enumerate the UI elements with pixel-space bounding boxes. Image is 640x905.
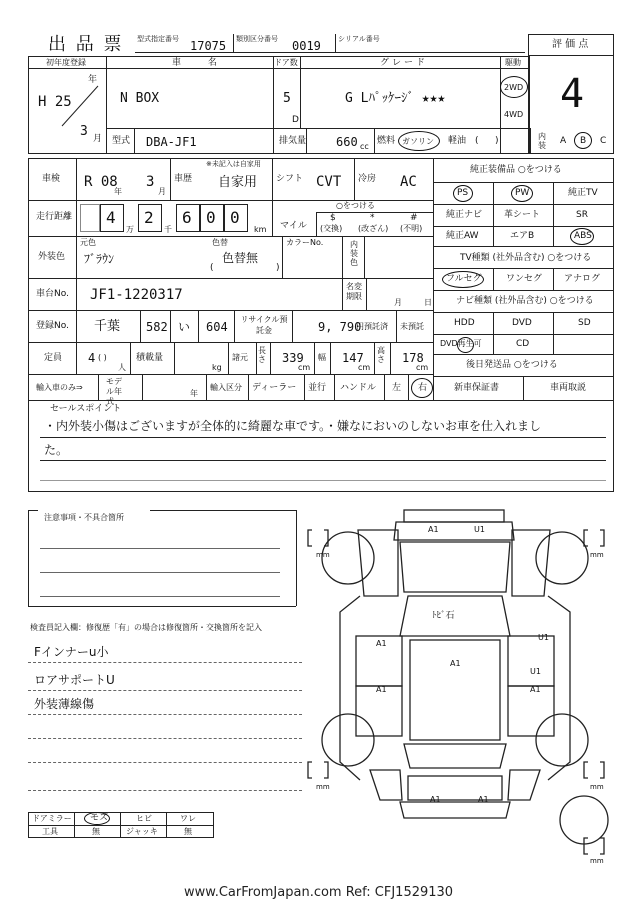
interior-a: A [560, 136, 567, 146]
class-no-label: 類別区分番号 [236, 35, 278, 43]
mileage-digit-1: 4 [106, 208, 116, 227]
mileage-digit-5: 0 [230, 208, 240, 227]
interior-c: C [600, 136, 607, 146]
reg-label: 登録No. [36, 321, 69, 331]
mark-rear-bumper-1: A1 [430, 795, 441, 804]
navi-cd: CD [516, 339, 530, 349]
car-damage-diagram [300, 500, 620, 870]
height-label: 高さ [377, 346, 385, 364]
equip-sr: SR [576, 210, 588, 220]
month-unit: 月 [93, 134, 103, 144]
meter-hash: # [410, 213, 418, 223]
recycle-value: 9, 790 [318, 320, 362, 334]
inspection-year-unit: 年 [114, 187, 122, 196]
tv-fullseg-circle [442, 271, 484, 288]
meter-exchange: (交換) [320, 224, 343, 233]
fuel-gas-circle [398, 131, 440, 151]
model-label: 型式 [112, 136, 131, 146]
jack-label: ジャッキ [126, 827, 158, 836]
grade-label: グレード [380, 58, 429, 68]
navi-sd: SD [578, 318, 591, 328]
fuel-paren-close: ) [495, 136, 499, 146]
navi-dvd: DVD [512, 318, 532, 328]
interior-b: B [580, 136, 587, 146]
meter-altered: (改ざん) [358, 224, 389, 233]
equip-abs-circle [570, 228, 594, 245]
equip-aw: 純正AW [446, 231, 479, 241]
sheet-title: 出 品 票 [48, 34, 124, 55]
note-line-1: Fインナーu小 [34, 645, 109, 659]
doors-sub: D [292, 115, 299, 125]
class-no: 0019 [292, 39, 321, 53]
inspection-label: 車検 [42, 174, 61, 184]
mirror-crack: ヒビ [136, 814, 152, 823]
mileage-label: 走行距離 [36, 212, 73, 222]
chassis-value: JF1-1220317 [90, 287, 183, 303]
equip-ps: PS [457, 188, 469, 198]
height-unit: cm [416, 363, 429, 372]
length-value: 339 [282, 351, 304, 365]
displacement-value: 660 [336, 135, 358, 149]
navi-title: ナビ種類 (社外品含む) ○をつける [456, 296, 594, 306]
mark-rear-bumper-2: A1 [478, 795, 489, 804]
note-line-2: ロアサポートU [34, 673, 115, 687]
note-line-3: 外装薄線傷 [34, 697, 95, 711]
serial-label: シリアル番号 [338, 35, 380, 43]
history-note: ※未記入は自家用 [206, 160, 261, 168]
ac-label: 冷房 [358, 174, 377, 184]
fuel-diesel: 軽油 [448, 136, 467, 146]
mark-left-rear-door: A1 [376, 685, 387, 694]
year-unit: 年 [88, 75, 98, 85]
parallel-option: 並行 [308, 383, 327, 393]
tv-title: TV種類 (社外品含む) ○をつける [460, 253, 592, 263]
meter-star: * [370, 213, 375, 223]
score-label: 評 価 点 [552, 39, 589, 50]
handle-left: 左 [392, 383, 402, 393]
sales-line-1: ・内外装小傷はございますが全体的に綺麗な車です。・嫌なにおいのしないお車を仕入れまし [44, 419, 542, 433]
equip-airbag: エアB [510, 231, 535, 241]
mark-right-rear-door-u: U1 [530, 667, 541, 676]
capacity-paren: ( ) [98, 353, 107, 362]
length-label: 長さ [258, 346, 266, 364]
original-color-label: 元色 [80, 238, 96, 247]
watermark: www.CarFromJapan.com Ref: CFJ1529130 [184, 885, 454, 900]
capacity-unit: 人 [118, 363, 126, 372]
interior-label: 内装 [538, 132, 546, 150]
inspection-month-unit: 月 [158, 187, 166, 196]
height-value: 178 [402, 351, 424, 365]
meter-unknown: (不明) [400, 224, 423, 233]
equip-ps-circle [453, 185, 473, 202]
width-unit: cm [358, 363, 371, 372]
doors-value: 5 [283, 91, 291, 106]
mark-front-bumper: A1 [428, 525, 439, 534]
mile-label: マイル [280, 221, 307, 231]
import-label: 輸入車のみ⇒ [36, 383, 83, 392]
remaining-month: 月 [394, 298, 402, 307]
equip-pw-circle [511, 185, 533, 202]
meter-dollar: $ [330, 213, 336, 223]
length-unit: cm [298, 363, 311, 372]
color-label: 外装色 [38, 252, 66, 262]
remaining-day: 日 [424, 298, 432, 307]
displacement-label: 排気量 [279, 136, 307, 146]
capacity-label: 定員 [44, 353, 63, 363]
meter-circle-note: ○をつける [336, 201, 375, 210]
repaint-paren-close: ) [276, 263, 280, 273]
width-value: 147 [342, 351, 364, 365]
mm-front-right: mm [590, 551, 604, 559]
score-value: 4 [560, 71, 585, 117]
sales-label: セールスポイント [50, 404, 122, 414]
car-name-label: 車 名 [172, 58, 229, 68]
fuel-paren-open: ( [475, 136, 479, 146]
shift-value: CVT [316, 174, 342, 190]
man-unit: 万 [126, 225, 134, 234]
type-no-label: 型式指定番号 [137, 35, 179, 43]
tv-fullseg: フルセグ [446, 274, 482, 284]
mirror-moz: モズ [90, 813, 109, 823]
interior-color-label: 内装色 [350, 240, 358, 267]
color-no-label: カラーNo. [286, 238, 324, 247]
drive-2wd-circle [500, 76, 528, 98]
recycle-label: リサイクル預託金 [240, 315, 288, 335]
mirror-label: ドアミラー [32, 814, 72, 823]
handle-right-circle [411, 378, 433, 398]
import-cat-label: 輸入区分 [210, 383, 242, 392]
model-value: DBA-JF1 [146, 135, 197, 149]
inspection-year: R 08 [84, 174, 118, 190]
repaint-label: 色替 [212, 238, 228, 247]
navi-hdd: HDD [454, 318, 475, 328]
repaint-paren-open: ( [210, 263, 214, 273]
mark-roof: A1 [450, 659, 461, 668]
mm-spare: mm [590, 857, 604, 865]
grade-value: G Lﾊﾟｯｹｰｼﾞ ★★★ [345, 91, 446, 106]
load-label: 積載量 [136, 353, 164, 363]
genuine-title: 純正装備品 ○をつける [470, 165, 562, 175]
mileage-digit-3: 6 [182, 208, 192, 227]
first-reg-year: H 25 [38, 94, 72, 110]
handle-label: ハンドル [340, 383, 377, 393]
inspector-label: 検査員記入欄：修復歴「有」の場合は修復箇所・交換箇所を記入 [30, 623, 262, 632]
remaining-label: 名変期限 [346, 282, 362, 301]
mark-windshield: ﾄﾋﾞ石 [432, 611, 455, 621]
mirror-break: ワレ [180, 814, 196, 823]
dim-label: 諸元 [232, 353, 248, 362]
mm-rear-right: mm [590, 783, 604, 791]
model-year-label: モデル年式 [106, 377, 122, 406]
handle-right: 右 [418, 383, 428, 393]
later-manual: 車両取説 [550, 383, 587, 393]
jack-value: 無 [184, 827, 192, 836]
reg-area: 千葉 [94, 319, 121, 334]
recycle-unit: 円預託済 [356, 322, 388, 331]
cc-unit: cc [360, 142, 369, 151]
dealer-option: ディーラー [252, 383, 297, 393]
first-reg-month: 3 [80, 124, 88, 139]
tool-label: 工具 [42, 827, 58, 836]
type-no: 17075 [190, 39, 227, 53]
mirror-moz-circle [84, 812, 110, 825]
car-name: N BOX [120, 91, 160, 106]
load-unit: kg [212, 363, 222, 372]
history-value: 自家用 [218, 175, 258, 190]
ac-value: AC [400, 174, 417, 190]
interior-b-circle [574, 132, 592, 149]
drive-4wd: 4WD [504, 110, 524, 119]
first-reg-label: 初年度登録 [46, 58, 86, 67]
model-year-unit: 年 [190, 389, 198, 398]
mm-rear-left: mm [316, 783, 330, 791]
mark-left-front-door: A1 [376, 639, 387, 648]
reg-class: 582 [146, 320, 168, 334]
tv-analog: アナログ [564, 274, 601, 284]
tv-oneseg: ワンセグ [506, 274, 543, 284]
fuel-label: 燃料 [377, 136, 396, 146]
original-color: ﾌﾞﾗｳﾝ [84, 252, 115, 266]
capacity-value: 4 [88, 351, 96, 365]
mm-front-left: mm [316, 551, 330, 559]
caution-label: 注意事項・不具合箇所 [44, 513, 124, 522]
inspection-month: 3 [146, 174, 155, 190]
equip-pw: PW [515, 188, 530, 198]
mark-front-bumper-u: U1 [474, 525, 485, 534]
mark-right-front-door: U1 [538, 633, 549, 642]
history-label: 車歴 [174, 174, 193, 184]
reg-num: 604 [206, 320, 228, 334]
mileage-digit-2: 2 [144, 208, 154, 227]
recycle-not: 未預託 [400, 322, 424, 331]
reg-kana: い [178, 320, 191, 334]
fuel-gas: ガソリン [402, 137, 434, 146]
doors-label: ドア数 [274, 58, 298, 67]
drive-label: 駆動 [505, 58, 521, 67]
mileage-digit-4: 0 [206, 208, 216, 227]
drive-2wd: 2WD [504, 83, 524, 92]
later-warranty: 新車保証書 [454, 383, 500, 393]
shift-label: シフト [276, 174, 304, 184]
equip-leather: 革シート [504, 210, 541, 220]
equip-abs: ABS [574, 231, 592, 241]
sen-unit: 千 [164, 225, 172, 234]
later-title: 後日発送品 ○をつける [466, 360, 558, 370]
equip-tv: 純正TV [568, 188, 598, 198]
navi-dvd-play-circle [457, 337, 474, 353]
tool-value: 無 [92, 827, 100, 836]
divider-slash [60, 84, 100, 128]
sales-line-2: た。 [44, 443, 69, 457]
chassis-label: 車台No. [36, 289, 69, 299]
width-label: 幅 [318, 353, 326, 362]
equip-navi: 純正ナビ [446, 210, 483, 220]
km-unit: km [254, 225, 267, 234]
mark-right-rear-door: A1 [530, 685, 541, 694]
navi-dvd-play: DVD再生可 [440, 339, 482, 348]
repaint-value: 色替無 [222, 251, 259, 265]
